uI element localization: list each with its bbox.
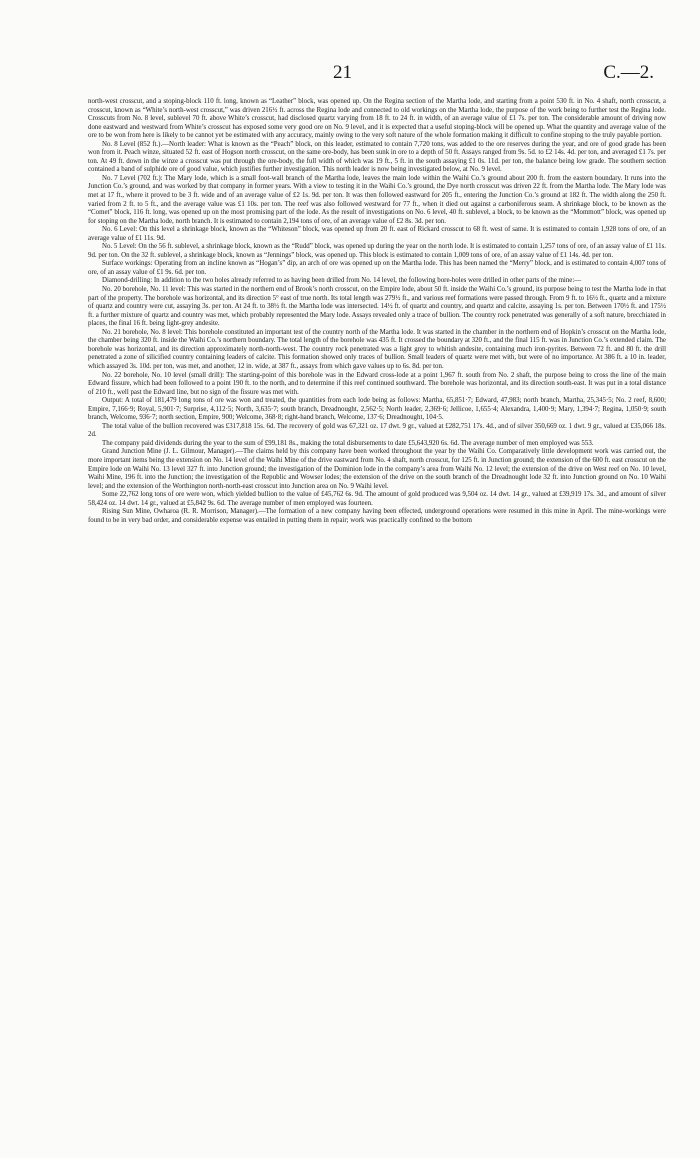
paragraph: Output: A total of 181,479 long tons of ore was won and treated, the quantities from each lode being as follows: Martha, 65,851·7; Edward, 47,983; north branch, Martha, 25,345·5; No. 2 reef, 8,600; Empire, 7,166·9; Royal, 5,901·7; Surprise, 4,112·5; North, 3,635·7; south branch, Dreadnought, 2,562·5; North leader, 2,369·6; Jellicoe, 1,655·4; Alexandra, 1,400·9; Mary, 1,394·7; Regina, 1,050·9; south branch, Welcome, 936·7; north section, Empire, 900; Welcome, 368·8; right-hand branch, Welcome, 137·6; Dreadnought, 104·5. — [88, 397, 666, 422]
page-number: 21 — [333, 62, 352, 83]
paragraph: The company paid dividends during the year to the sum of £99,181 8s., making the total disbursements to date £5,643,920 6s. 6d. The average number of men employed was 553. — [102, 439, 594, 447]
paragraph: No. 21 borehole, No. 8 level: This borehole constituted an important test of the country north of the Martha lode. It was started in the chamber in the northern end of Hopkin’s crosscut on the Martha lode, the chamber being 320 ft. inside the Waihi Co.’s northern boundary. The total length of the borehole was 435 ft. It crossed the boundary at 320 ft., and the final 115 ft. was in Junction Co.’s extended claim. The borehole was horizontal, and its direction approximately north-north-west. The country rock penetrated was a light grey to whitish andesite, containing much iron-pyrites. Between 72 ft. and 80 ft. the drill penetrated a zone of silicified country containing leaders of calcite. This formation showed only traces of bullion. Small leaders of quartz were met with, but were of no importance. At 386 ft. a 10 in. leader, which assayed 3s. 10d. per ton, was met, and another, 12 in. wide, at 387 ft., assays from which gave values up to 6s. 8d. per ton. — [88, 328, 666, 370]
page-header — [0, 62, 700, 86]
paragraph: Diamond-drilling: In addition to the two holes already referred to as having been drilled from No. 14 level, the following bore-holes were drilled in other parts of the mine:— — [102, 277, 582, 285]
paragraph: No. 5 Level: On the 56 ft. sublevel, a shrinkage block, known as the “Rudd” block, was opened up during the year on the north lode. It is estimated to contain 1,257 tons of ore, of an assay value of £1 11s. 9d. per ton. On the 32 ft. sublevel, a shrinkage block, known as “Jennings” block, was opened up. This block is estimated to contain 1,009 tons of ore, of an assay value of £1 14s. 4d. per ton. — [88, 243, 666, 259]
paragraph: north-west crosscut, and a stoping-block 110 ft. long, known as “Leather” block, was opened up. On the Regina section of the Martha lode, and starting from a point 530 ft. in No. 4 shaft, north crosscut, a crosscut, known as “White’s north-west crosscut,” was driven 216½ ft. across the Regina lode and connected to old workings on the Martha lode, the purpose of the work being to further test the Regina lode. Crosscuts from No. 8 level, sublevel 70 ft. above White’s crosscut, had disclosed quartz varying from 18 ft. to 24 ft. in width, of an average value of £1 7s. per ton. The considerable amount of driving now done eastward and westward from White’s crosscut has exposed some very good ore on No. 9 level, and it is expected that a useful stoping-block will be opened up. What the quantity and average value of the ore to be won from here is likely to be cannot yet be estimated with any accuracy, mainly owing to the very soft nature of the whole formation making it difficult to confine stoping to the truly payable portion. — [88, 98, 666, 140]
paragraph: Surface workings: Operating from an incline known as “Hogan’s” dip, an arch of ore was opened up on the Martha lode. This has been named the “Merry” block, and is estimated to contain 4,007 tons of ore, of an assay value of £1 9s. 6d. per ton. — [88, 260, 666, 276]
body-text — [88, 98, 666, 525]
paragraph: No. 6 Level: On this level a shrinkage block, known as the “Whiteson” block, was opened up from 20 ft. east of Rickard crosscut to 68 ft. west of same. It is estimated to contain 1,928 tons of ore, of an average value of £1 11s. 9d. — [88, 226, 666, 242]
paragraph: No. 20 borehole, No. 11 level: This was started in the northern end of Brook’s north crosscut, on the Empire lode, about 50 ft. inside the Waihi Co.’s ground, its purpose being to test the Martha lode in that part of the property. The borehole was horizontal, and its direction 5° east of true north. Its total length was 279½ ft., and various reef formations were passed through. From 9 ft. to 16½ ft., quartz and a mixture of quartz and country were cut, assaying 3s. per ton. At 24 ft. to 38½ ft. the Martha lode was intersected. 14½ ft. of quartz and country, and quartz and calcite, assaying 1s. per ton. Between 170½ ft. and 175½ ft. a further mixture of quartz and country was met, which probably represented the Mary lode. Assays revealed only a trace of bullion. The country rock penetrated was generally of a soft nature, brecchiated in places, the final 16 ft. being light-grey andesite. — [88, 286, 666, 328]
paragraph: Some 22,762 long tons of ore were won, which yielded bullion to the value of £45,762 6s. 9d. The amount of gold produced was 9,504 oz. 14 dwt. 14 gr., valued at £39,919 17s. 3d., and amount of silver 58,424 oz. 14 dwt. 14 gr., valued at £5,842 9s. 6d. The average number of men employed was fourteen. — [88, 491, 666, 507]
paragraph: No. 7 Level (702 ft.): The Mary lode, which is a small foot-wall branch of the Martha lode, leaves the main lode within the Waihi Co.’s ground about 200 ft. from the eastern boundary. It runs into the Junction Co.’s ground, and was worked by that company in former years. With a view to testing it in the Waihi Co.’s ground, the Dye north crosscut was driven 22 ft. from the Martha lode. The Mary lode was met at 17 ft., where it proved to be 3 ft. wide and of an average value of £2 1s. 9d. per ton. It was then followed eastward for 205 ft., entering the Junction Co.’s ground at 182 ft. The width along the 250 ft. varied from 2 ft. to 5 ft., and the average value was £1 10s. per ton. The reef was also followed westward for 77 ft., when it died out against a carboniferous seam. A shrinkage block, to be known as the “Comet” block, 116 ft. long, was opened up on the most promising part of the lode. As the result of investigations on No. 6 level, 40 ft. sublevel, a block, to be known as the “Mommott” block, was opened up for stoping on the Martha lode, north branch. It is estimated to contain 2,194 tons of ore, of an average value of £2 8s. 3d. per ton. — [88, 174, 666, 225]
document-reference: C.—2. — [603, 62, 654, 83]
paragraph: Rising Sun Mine, Owharoa (R. R. Morrison, Manager).—The formation of a new company having been effected, underground operations were resumed in this mine in April. The mine-workings were found to be in very bad order, and considerable expense was entailed in putting them in repair; work was practically confined to the bottom — [88, 508, 666, 524]
paragraph: No. 22 borehole, No. 10 level (small drill): The starting-point of this borehole was in the Edward cross-lode at a point 1,967 ft. south from No. 2 shaft, the purpose being to cross the line of the main Edward fissure, which had been followed to a point 190 ft. to the north, and to determine if this reef continued southward. The borehole was horizontal, and its direction south-east. It was put in a total distance of 210 ft., well past the Edward line, but no sign of the fissure was met with. — [88, 371, 666, 396]
paragraph: No. 8 Level (852 ft.).—North leader: What is known as the “Peach” block, on this leader, estimated to contain 7,720 tons, was added to the ore reserves during the year, and ore of good grade has been won from it. Peach winze, situated 52 ft. east of Hogson north crosscut, on the same ore-body, has been sunk in ore to a depth of 50 ft. Assays ranged from 9s. 5d. to £2 14s. 4d. per ton, and averaged £1 7s. per ton. At 49 ft. down in the winze a crosscut was put through the ore-body, the full width of which was 19 ft., 5 ft. in the south assaying £1 0s. 11d. per ton, the balance being low grade. The southern section contained a band of sulphide ore of good value, which justifies further investigation. This north leader is now being investigated below, at No. 9 level. — [88, 140, 666, 174]
paragraph: Grand Junction Mine (J. L. Gilmour, Manager).—The claims held by this company have been worked throughout the year by the Waihi Co. Comparatively little development work was carried out, the more important items being the extension on No. 14 level of the Waihi Mine of the drive eastward from No. 4 shaft, north crosscut, for 125 ft. in Junction ground; the extension of the 600 ft. east crosscut on the Empire lode on Waihi No. 13 level 327 ft. into Junction ground; the investigation of the Dominion lode in the company’s area from Waihi No. 12 level; the extension of the drive on West reef on No. 10 level, Waihi Mine, 196 ft. into the Junction; the investigation of the Republic and Wowser lodes; the extension of the drive on the south branch of the Dreadnought lode 32 ft. into Junction ground on No. 10 Waihi level; and the extension of the Worthington north-north-east crosscut into Junction area on No. 9 Waihi level. — [88, 448, 666, 490]
paragraph: The total value of the bullion recovered was £317,818 15s. 6d. The recovery of gold was 67,321 oz. 17 dwt. 9 gr., valued at £282,751 17s. 4d., and of silver 350,669 oz. 1 dwt. 9 gr., valued at £35,066 18s. 2d. — [88, 422, 666, 439]
